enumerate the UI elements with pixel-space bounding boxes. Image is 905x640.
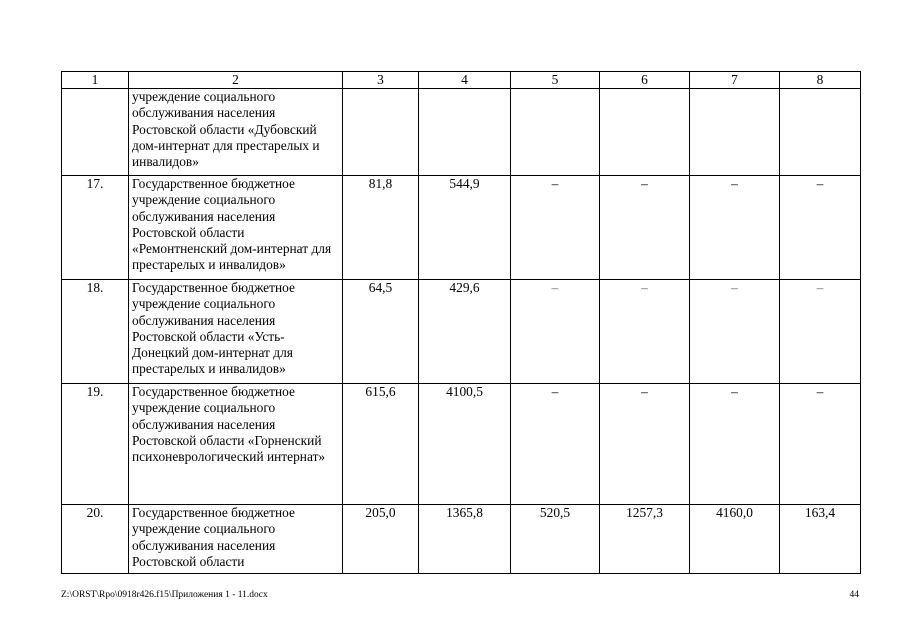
institution-name: учреждение социального обслуживания населения Ростовской области «Дубовский дом-интернат для престарелых и инвалидов» bbox=[129, 89, 343, 176]
cell-col-3: 615,6 bbox=[343, 384, 419, 505]
cell-col-4: 1365,8 bbox=[419, 505, 511, 574]
cell-col-4: 544,9 bbox=[419, 176, 511, 280]
column-header-1: 1 bbox=[62, 72, 129, 89]
institution-name: Государственное бюджетное учреждение социального обслуживания населения Ростовской области «Усть-Донецкий дом-интернат для престарелых и инвалидов» bbox=[129, 280, 343, 384]
cell-col-3: 64,5 bbox=[343, 280, 419, 384]
cell-col-8 bbox=[780, 89, 861, 176]
cell-col-8: – bbox=[780, 384, 861, 505]
institution-name: Государственное бюджетное учреждение социального обслуживания населения Ростовской области «Ремонтненский дом-интернат для престарелых и инвалидов» bbox=[129, 176, 343, 280]
cell-col-7: – bbox=[690, 384, 780, 505]
cell-col-8: 163,4 bbox=[780, 505, 861, 574]
cell-col-6: – bbox=[600, 384, 690, 505]
cell-col-3: 81,8 bbox=[343, 176, 419, 280]
row-number: 18. bbox=[62, 280, 129, 384]
row-number: 19. bbox=[62, 384, 129, 505]
cell-col-4: 4100,5 bbox=[419, 384, 511, 505]
cell-col-3: 205,0 bbox=[343, 505, 419, 574]
institution-name: Государственное бюджетное учреждение социального обслуживания населения Ростовской области bbox=[129, 505, 343, 574]
table-row bbox=[62, 89, 861, 176]
cell-col-8: – bbox=[780, 280, 861, 384]
institution-name: Государственное бюджетное учреждение социального обслуживания населения Ростовской области «Горненский психоневрологический интернат» bbox=[129, 384, 343, 505]
column-header-6: 6 bbox=[600, 72, 690, 89]
cell-col-5: 520,5 bbox=[511, 505, 600, 574]
cell-col-7 bbox=[690, 89, 780, 176]
page-number: 44 bbox=[849, 590, 859, 600]
cell-col-8: – bbox=[780, 176, 861, 280]
cell-col-5: – bbox=[511, 280, 600, 384]
cell-col-5: – bbox=[511, 384, 600, 505]
column-header-7: 7 bbox=[690, 72, 780, 89]
cell-col-4: 429,6 bbox=[419, 280, 511, 384]
column-header-8: 8 bbox=[780, 72, 861, 89]
column-header-3: 3 bbox=[343, 72, 419, 89]
row-number bbox=[62, 89, 129, 176]
column-header-2: 2 bbox=[129, 72, 343, 89]
cell-col-3 bbox=[343, 89, 419, 176]
column-header-4: 4 bbox=[419, 72, 511, 89]
cell-col-6: 1257,3 bbox=[600, 505, 690, 574]
cell-col-6 bbox=[600, 89, 690, 176]
cell-col-6: – bbox=[600, 280, 690, 384]
footer-file-path: Z:\ORST\Rpo\0918r426.f15\Приложения 1 - 11.docx bbox=[61, 590, 268, 600]
budget-table bbox=[61, 71, 861, 574]
column-header-5: 5 bbox=[511, 72, 600, 89]
cell-col-5 bbox=[511, 89, 600, 176]
cell-col-6: – bbox=[600, 176, 690, 280]
row-number: 20. bbox=[62, 505, 129, 574]
cell-col-5: – bbox=[511, 176, 600, 280]
table-row bbox=[62, 280, 861, 384]
row-number: 17. bbox=[62, 176, 129, 280]
cell-col-7: – bbox=[690, 176, 780, 280]
cell-col-7: – bbox=[690, 280, 780, 384]
table-row bbox=[62, 176, 861, 280]
table-row bbox=[62, 384, 861, 505]
cell-col-7: 4160,0 bbox=[690, 505, 780, 574]
column-number-header-row bbox=[62, 72, 861, 89]
cell-col-4 bbox=[419, 89, 511, 176]
table-row bbox=[62, 505, 861, 574]
